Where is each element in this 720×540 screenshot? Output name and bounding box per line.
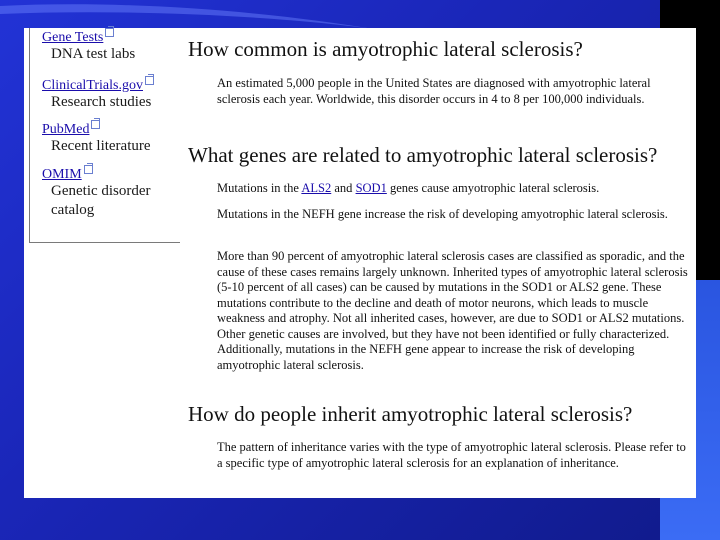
external-link-icon [105, 28, 114, 37]
omim-link[interactable]: OMIM [42, 165, 151, 182]
screenshot-panel [24, 28, 696, 498]
article-content [188, 28, 694, 498]
external-link-icon [145, 76, 154, 85]
paragraph-prevalence: An estimated 5,000 people in the United States are diagnosed with amyotrophic lateral sclerosis each year. Worldwide, this disorder occurs in 4 to 8 per 100,000 individuals. [217, 76, 651, 106]
clinical-trials-link[interactable]: ClinicalTrials.gov [42, 76, 154, 93]
heading-related-genes: What genes are related to amyotrophic lateral sclerosis? [188, 143, 658, 167]
paragraph-causative-genes: Mutations in the ALS2 and SOD1 genes cause amyotrophic lateral sclerosis. [217, 181, 600, 195]
pubmed-link[interactable]: PubMed [42, 120, 151, 137]
heading-inheritance: How do people inherit amyotrophic lateral sclerosis? [188, 402, 633, 426]
external-link-icon [91, 120, 100, 129]
gene-tests-description: DNA test labs [51, 46, 136, 62]
gene-tests-link[interactable]: Gene Tests [42, 28, 135, 45]
pubmed-description: Recent literature [51, 138, 151, 154]
external-link-icon [84, 165, 93, 174]
clinical-trials-description: Research studies [51, 94, 152, 110]
paragraph-inheritance-pattern: The pattern of inheritance varies with the type of amyotrophic lateral sclerosis. Please refer to a specific type of amyotrophic lateral sclerosis for an explanation of inheritance. [217, 440, 686, 470]
sidebar-item-gene-tests [42, 28, 135, 64]
heading-how-common: How common is amyotrophic lateral sclerosis? [188, 37, 583, 61]
sidebar-item-omim [42, 165, 151, 220]
sidebar-item-pubmed [42, 120, 151, 156]
omim-description-line-2: catalog [51, 202, 95, 218]
related-resources-sidebar [29, 28, 180, 243]
sod1-gene-link[interactable]: SOD1 [355, 181, 387, 195]
als2-gene-link[interactable]: ALS2 [301, 181, 332, 195]
omim-description-line-1: Genetic disorder [51, 183, 151, 199]
paragraph-sporadic-inherited: More than 90 percent of amyotrophic lateral sclerosis cases are classified as sporadic, and the cause of these cases remains largely unknown. Inherited types of amyotrophic lateral sclerosis (5-10 percent of all cases) can be caused by mutations in the SOD1 or ALS2 gene. These mutations contribute to the decline and death of motor neurons, which leads to muscle weakness and atrophy. Not all inherited cases, however, are due to SOD1 or ALS2 mutations. Other genetic causes are involved, but they have not been identified or fully characterized. Additionally, mutations in the NEFH gene appear to increase the risk of developing amyotrophic lateral sclerosis. [217, 249, 688, 372]
paragraph-nefh-risk: Mutations in the NEFH gene increase the risk of developing amyotrophic lateral sclerosis. [217, 207, 668, 221]
sidebar-item-clinical-trials [42, 76, 154, 112]
